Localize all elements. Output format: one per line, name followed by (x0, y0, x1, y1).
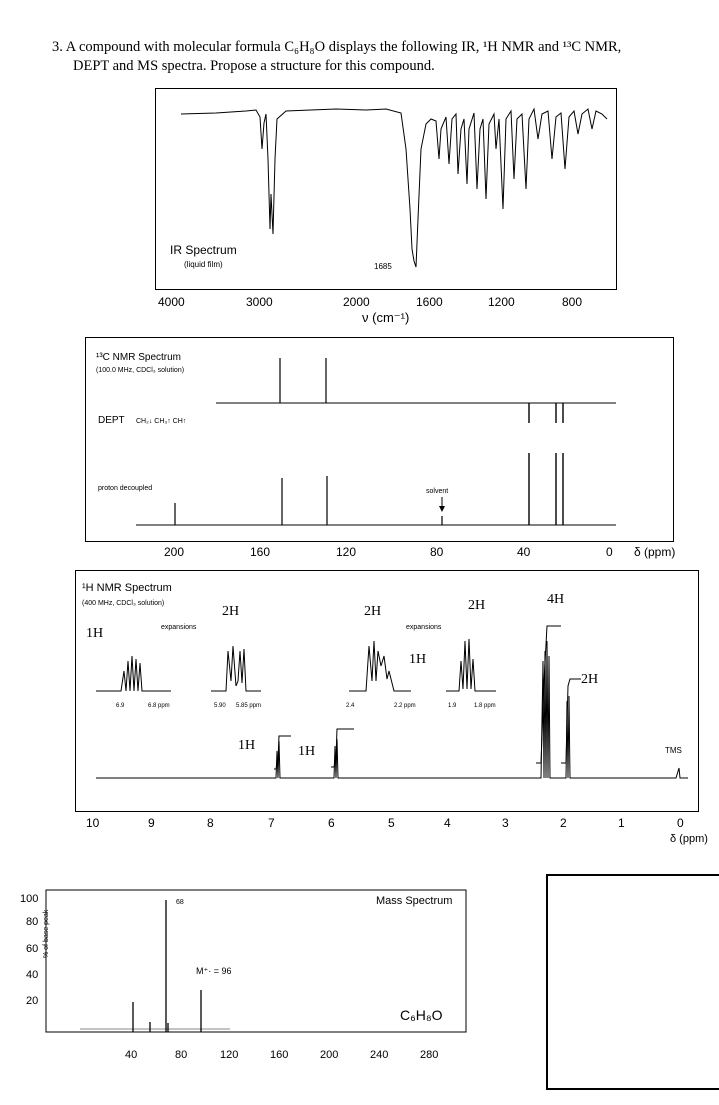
ms-ytick: 40 (26, 969, 39, 981)
integration-label: 2H (581, 672, 599, 687)
h1-axis-label: δ (ppm) (670, 833, 708, 845)
ms-ytick: 80 (26, 916, 39, 928)
ir-tick-label: 1200 (488, 295, 515, 309)
ir-spectrum-plot (156, 89, 616, 289)
question-line-2: DEPT and MS spectra. Propose a structure for this compound. (73, 58, 435, 74)
h1-tick-label: 0 (677, 816, 684, 830)
h1-tick-label: 7 (268, 816, 275, 830)
ir-tick-label: 3000 (246, 295, 273, 309)
ms-xtick: 200 (320, 1049, 339, 1061)
inset-tick-label: 2.4 (346, 703, 355, 709)
integration-label: 2H (222, 604, 240, 619)
c13-spectrum-panel (85, 337, 674, 542)
inset-tick-label: 5.85 ppm (236, 703, 262, 709)
ir-axis-label: ν (cm⁻¹) (362, 310, 410, 325)
integration-label: 1H (298, 744, 316, 759)
h1-tick-label: 4 (444, 816, 451, 830)
c13-spectrum-plot (86, 338, 673, 541)
ms-xtick: 280 (420, 1049, 439, 1061)
question-line-1: 3. A compound with molecular formula C₆H₈O displays the following IR, ¹H NMR and ¹³C NMR, (52, 39, 622, 55)
ms-formula: C₆H₈O (400, 1007, 443, 1023)
h1-tick-label: 6 (328, 816, 335, 830)
ir-tick-label: 4000 (158, 295, 185, 309)
ms-ylabel: % of base peak (43, 909, 50, 958)
dept-label: DEPT (98, 415, 125, 426)
ms-xtick: 240 (370, 1049, 389, 1061)
ms-ytick: 20 (26, 995, 39, 1007)
ir-tick-label: 2000 (343, 295, 370, 309)
inset-tick-label: 6.8 ppm (148, 703, 170, 709)
tms-label: TMS (665, 746, 682, 755)
h1-subtitle: (400 MHz, CDCl₃ solution) (82, 600, 165, 607)
question-text (52, 38, 712, 76)
h1-tick-label: 1 (618, 816, 625, 830)
ir-tick-label: 800 (562, 295, 583, 309)
h1-expansions-label: expansions (406, 624, 442, 631)
h1-spectrum-plot (76, 571, 698, 811)
integration-label: 2H (468, 598, 486, 613)
c13-tick-label: 120 (336, 545, 357, 559)
c13-subtitle: (100.0 MHz, CDCl₃ solution) (96, 367, 185, 374)
ir-subtitle: (liquid film) (184, 260, 223, 269)
ir-axis (150, 288, 630, 328)
ms-title: Mass Spectrum (376, 895, 453, 907)
c13-title: ¹³C NMR Spectrum (96, 352, 182, 363)
ms-xtick: 40 (125, 1049, 138, 1061)
h1-tick-label: 8 (207, 816, 214, 830)
h1-tick-label: 9 (148, 816, 155, 830)
h1-tick-label: 10 (86, 816, 100, 830)
ir-trace (181, 109, 607, 267)
inset-tick-label: 1.8 ppm (474, 703, 496, 709)
h1-axis (80, 810, 710, 850)
inset-tick-label: 2.2 ppm (394, 703, 416, 709)
integration-label: 4H (547, 592, 565, 607)
mass-spectrum-plot (20, 880, 470, 1065)
ms-xtick: 80 (175, 1049, 188, 1061)
ir-spectrum-panel (155, 88, 617, 290)
ms-xtick: 160 (270, 1049, 289, 1061)
c13-tick-label: 0 (606, 545, 613, 559)
c13-axis-label: δ (ppm) (634, 545, 676, 559)
h1-title: ¹H NMR Spectrum (82, 582, 172, 594)
ms-molecular-ion-label: M⁺· = 96 (196, 966, 232, 976)
h1-tick-label: 5 (388, 816, 395, 830)
ms-ytick: 100 (20, 893, 39, 905)
h1-expansions-label: expansions (161, 624, 197, 631)
integration-label: 2H (364, 604, 382, 619)
decoupled-label: proton decoupled (98, 485, 153, 492)
h1-tick-label: 3 (502, 816, 509, 830)
c13-tick-label: 200 (164, 545, 185, 559)
ms-ytick: 60 (26, 943, 39, 955)
integration-label: 1H (409, 652, 427, 667)
inset-tick-label: 1.9 (448, 703, 457, 709)
c13-axis (150, 540, 719, 562)
ir-peak-label: 1685 (374, 262, 392, 271)
h1-spectrum-panel (75, 570, 699, 812)
ir-title: IR Spectrum (170, 243, 237, 257)
c13-tick-label: 40 (517, 545, 531, 559)
h1-trace (96, 641, 688, 778)
solvent-label: solvent (426, 488, 449, 495)
integration-label: 1H (86, 626, 104, 641)
h1-tick-label: 2 (560, 816, 567, 830)
inset-tick-label: 5.90 (214, 703, 226, 709)
ir-tick-label: 1600 (416, 295, 443, 309)
ms-xtick: 120 (220, 1049, 239, 1061)
ms-base-peak-label: 68 (176, 899, 184, 906)
dept-legend: CH₂↓ CH₃↑ CH↑ (136, 418, 187, 425)
answer-box[interactable] (546, 874, 719, 1090)
integration-label: 1H (238, 738, 256, 753)
c13-tick-label: 80 (430, 545, 444, 559)
inset-tick-label: 6.9 (116, 703, 125, 709)
c13-tick-label: 160 (250, 545, 271, 559)
